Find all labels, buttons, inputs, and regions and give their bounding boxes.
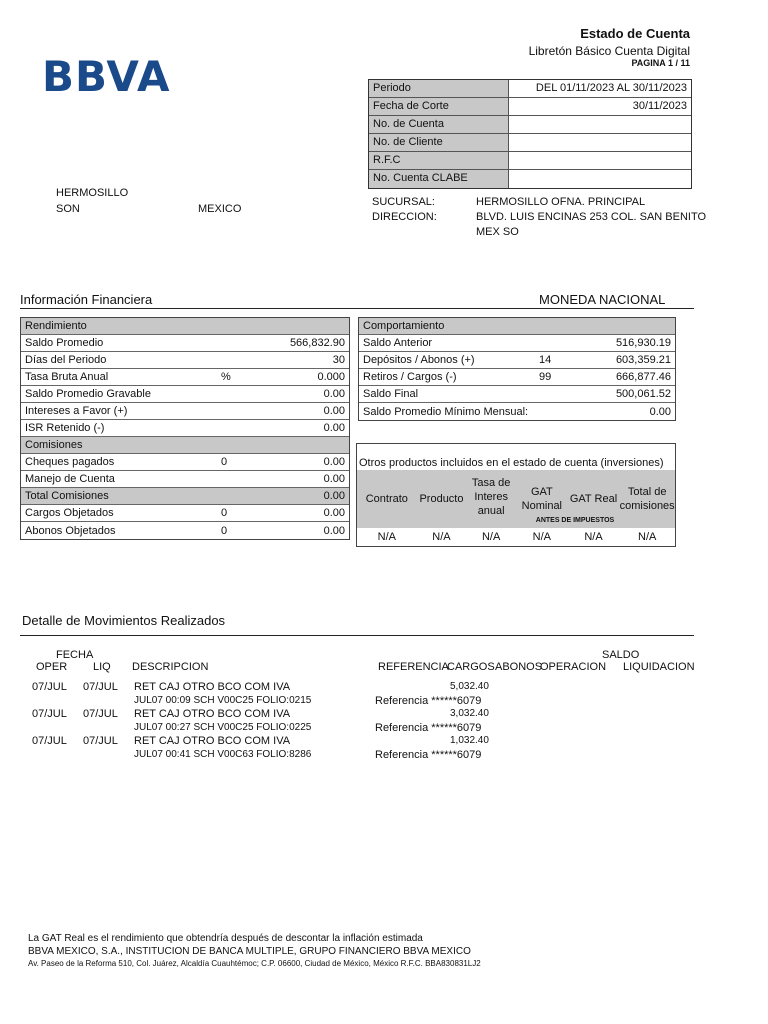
- account-row: [369, 80, 691, 98]
- table-section-row: [359, 318, 675, 335]
- movement-cargo: 3,032.40: [450, 708, 489, 719]
- footer-gat-note: La GAT Real es el rendimiento que obtendría después de descontar la inflación estimada: [28, 933, 423, 944]
- table-section-row: [21, 437, 349, 454]
- account-label: No. de Cuenta: [369, 116, 509, 133]
- row-count: 0: [221, 524, 228, 537]
- row-value: 0.00: [323, 422, 345, 434]
- table-row: [359, 403, 675, 420]
- movement-liq-date: 07/JUL: [83, 681, 118, 693]
- header-referencia: REFERENCIA: [378, 661, 449, 673]
- movement-oper-date: 07/JUL: [32, 681, 67, 693]
- row-label: Cheques pagados: [25, 456, 115, 468]
- page-number: PAGINA 1 / 11: [631, 58, 690, 68]
- table-row: [359, 386, 675, 403]
- row-value: 30: [332, 354, 345, 366]
- bbva-logo: BBVA: [42, 52, 171, 101]
- row-label: Cargos Objetados: [25, 507, 114, 519]
- financial-rule: [20, 308, 694, 309]
- rendimiento-table: [20, 317, 350, 540]
- row-value: 0.00: [323, 473, 345, 485]
- account-value: DEL 01/11/2023 AL 30/11/2023: [535, 82, 687, 94]
- account-value: [509, 116, 691, 133]
- account-label: Fecha de Corte: [369, 98, 509, 115]
- row-value: 0.00: [323, 490, 345, 502]
- table-row: [21, 505, 349, 522]
- account-type: Libretón Básico Cuenta Digital: [528, 44, 690, 58]
- row-value: 566,832.90: [289, 337, 345, 349]
- other-products-title: Otros productos incluidos en el estado de cuenta (inversiones): [359, 457, 664, 469]
- account-label: No. de Cliente: [369, 134, 509, 151]
- row-value: 0.00: [323, 405, 345, 417]
- account-row: [369, 170, 691, 188]
- footer-bank-name: BBVA MEXICO, S.A., INSTITUCION DE BANCA MULTIPLE, GRUPO FINANCIERO BBVA MEXICO: [28, 946, 471, 957]
- row-value: 0.00: [323, 507, 345, 519]
- sucursal-label: SUCURSAL:: [372, 196, 435, 208]
- row-value: 0.00: [649, 405, 671, 418]
- client-city: HERMOSILLO: [56, 187, 129, 199]
- other-products-header: [357, 470, 675, 528]
- col-total-comisiones: Total de comisiones: [619, 486, 675, 512]
- table-row: [359, 352, 675, 369]
- row-label: Manejo de Cuenta: [25, 473, 115, 485]
- before-taxes-note: ANTES DE IMPUESTOS: [535, 517, 615, 524]
- table-section-row: [21, 488, 349, 505]
- movement-liq-date: 07/JUL: [83, 708, 118, 720]
- row-value: 516,930.19: [615, 337, 671, 349]
- movement-cargo: 5,032.40: [450, 681, 489, 692]
- table-section-row: [21, 318, 349, 335]
- row-value: 0.000: [317, 371, 345, 383]
- footer-address: Av. Paseo de la Reforma 510, Col. Juárez, Alcaldía Cuauhtémoc; C.P. 06600, Ciudad de México, México R.F.C. BBA830831LJ2: [28, 959, 481, 968]
- val-contrato: N/A: [377, 531, 396, 543]
- account-row: [369, 134, 691, 152]
- row-label: Abonos Objetados: [25, 524, 116, 537]
- val-producto: N/A: [432, 531, 451, 543]
- row-value: 0.00: [323, 456, 345, 468]
- col-gat-nominal: GAT Nominal: [521, 486, 563, 512]
- account-value: 30/11/2023: [632, 100, 687, 112]
- table-row: [21, 522, 349, 539]
- table-row: [359, 369, 675, 386]
- movement-reference: Referencia ******6079: [375, 749, 482, 761]
- row-label: Saldo Final: [363, 388, 419, 400]
- row-label: Total Comisiones: [25, 490, 109, 502]
- header-saldo: SALDO: [602, 649, 640, 661]
- client-country: MEXICO: [198, 203, 242, 215]
- table-row: [21, 352, 349, 369]
- table-row: [21, 369, 349, 386]
- account-row: [369, 116, 691, 134]
- row-label: Saldo Promedio Mínimo Mensual:: [363, 405, 529, 418]
- direccion-line-1: BLVD. LUIS ENCINAS 253 COL. SAN BENITO: [476, 211, 707, 223]
- movement-liq-date: 07/JUL: [83, 735, 118, 747]
- row-value: 0.00: [323, 524, 345, 537]
- header-liquidacion: LIQUIDACION: [623, 661, 695, 673]
- table-row: [21, 471, 349, 488]
- header-descripcion: DESCRIPCION: [132, 661, 209, 673]
- col-producto: Producto: [419, 493, 464, 505]
- row-label: Depósitos / Abonos (+): [363, 354, 475, 366]
- movement-reference: Referencia ******6079: [375, 695, 482, 707]
- account-row: [369, 152, 691, 170]
- row-count: 99: [539, 371, 552, 383]
- account-row: [369, 98, 691, 116]
- row-count: 0: [221, 456, 228, 468]
- table-row: [21, 386, 349, 403]
- table-row: [21, 403, 349, 420]
- account-label: Periodo: [369, 80, 509, 97]
- financial-info-title: Información Financiera: [20, 292, 153, 307]
- account-label: R.F.C: [369, 152, 509, 169]
- row-label: ISR Retenido (-): [25, 422, 105, 434]
- table-row: [21, 454, 349, 471]
- direccion-label: DIRECCION:: [372, 211, 437, 223]
- row-value: 500,061.52: [615, 388, 671, 400]
- header-fecha: FECHA: [56, 649, 94, 661]
- val-total-comisiones: N/A: [638, 531, 657, 543]
- col-tasa: Tasa de Interes anual: [471, 477, 511, 517]
- header-cargos: CARGOS: [447, 661, 495, 673]
- movement-description: RET CAJ OTRO BCO COM IVA: [134, 708, 291, 720]
- movement-description: RET CAJ OTRO BCO COM IVA: [134, 681, 291, 693]
- header-liq: LIQ: [93, 661, 111, 673]
- movement-oper-date: 07/JUL: [32, 735, 67, 747]
- row-count: %: [221, 371, 231, 383]
- movement-detail: JUL07 00:41 SCH V00C63 FOLIO:8286: [134, 749, 312, 760]
- header-operacion: OPERACION: [540, 661, 607, 673]
- movements-rule: [20, 635, 694, 636]
- account-value: [509, 152, 691, 169]
- movement-detail: JUL07 00:09 SCH V00C25 FOLIO:0215: [134, 695, 312, 706]
- movement-description: RET CAJ OTRO BCO COM IVA: [134, 735, 291, 747]
- account-value: [509, 134, 691, 151]
- movement-detail: JUL07 00:27 SCH V00C25 FOLIO:0225: [134, 722, 312, 733]
- currency-label: MONEDA NACIONAL: [539, 292, 666, 307]
- row-count: 14: [539, 354, 552, 366]
- movement-oper-date: 07/JUL: [32, 708, 67, 720]
- row-count: 0: [221, 507, 228, 519]
- movement-cargo: 1,032.40: [450, 735, 489, 746]
- other-products-values: [357, 528, 675, 546]
- account-info-box: [368, 79, 692, 189]
- account-value: [509, 170, 691, 188]
- row-label: Comportamiento: [363, 320, 445, 332]
- table-row: [21, 420, 349, 437]
- table-row: [21, 335, 349, 352]
- col-contrato: Contrato: [365, 493, 408, 505]
- val-gat-nominal: N/A: [532, 531, 551, 543]
- client-state: SON: [56, 203, 80, 215]
- row-label: Comisiones: [25, 439, 83, 451]
- account-label: No. Cuenta CLABE: [369, 170, 509, 188]
- row-value: 0.00: [323, 388, 345, 400]
- row-label: Rendimiento: [25, 320, 87, 332]
- row-value: 603,359.21: [615, 354, 671, 366]
- movement-reference: Referencia ******6079: [375, 722, 482, 734]
- row-label: Tasa Bruta Anual: [25, 371, 109, 383]
- movements-title: Detalle de Movimientos Realizados: [22, 613, 226, 628]
- row-value: 666,877.46: [615, 371, 671, 383]
- other-products-table: [356, 443, 676, 547]
- row-label: Retiros / Cargos (-): [363, 371, 457, 383]
- row-label: Saldo Promedio Gravable: [25, 388, 151, 400]
- row-label: Días del Periodo: [25, 354, 107, 366]
- row-label: Saldo Anterior: [363, 337, 433, 349]
- sucursal-value: HERMOSILLO OFNA. PRINCIPAL: [476, 196, 646, 208]
- row-label: Saldo Promedio: [25, 337, 104, 349]
- val-gat-real: N/A: [584, 531, 603, 543]
- direccion-line-2: MEX SO: [476, 226, 519, 238]
- row-label: Intereses a Favor (+): [25, 405, 128, 417]
- statement-title: Estado de Cuenta: [580, 26, 690, 41]
- comportamiento-table: [358, 317, 676, 421]
- table-row: [359, 335, 675, 352]
- val-tasa: N/A: [481, 531, 501, 543]
- col-gat-real: GAT Real: [569, 493, 618, 505]
- header-oper: OPER: [36, 661, 68, 673]
- header-abonos: ABONOS: [495, 661, 543, 673]
